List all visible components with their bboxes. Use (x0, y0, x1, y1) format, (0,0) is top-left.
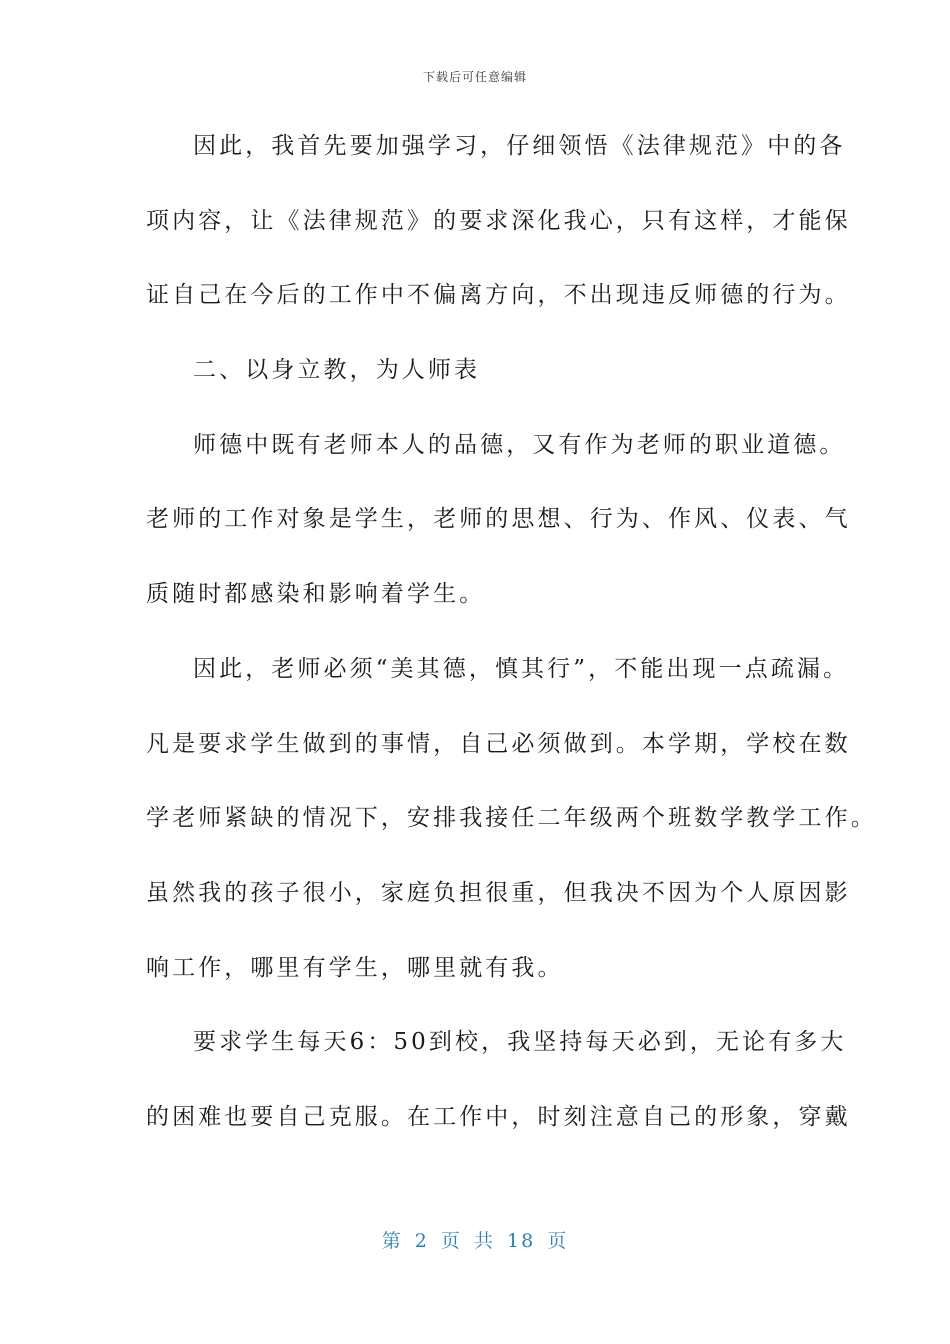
section-heading: 二、以身立教，为人师表 (193, 357, 481, 384)
page-header: 下载后可任意编辑 (422, 70, 527, 84)
paragraph-line: 因此，老师必须“美其德，慎其行”，不能出现一点疏漏。 (193, 655, 850, 682)
paragraph-line: 老师的工作对象是学生，老师的思想、行为、作风、仪表、气 (146, 506, 851, 533)
paragraph-line: 质随时都感染和影响着学生。 (146, 581, 486, 608)
paragraph-line: 的困难也要自己克服。在工作中，时刻注意自己的形象，穿戴 (146, 1103, 851, 1130)
paragraph-line: 师德中既有老师本人的品德，又有作为老师的职业道德。 (193, 431, 846, 458)
paragraph-line: 因此，我首先要加强学习，仔细领悟《法律规范》中的各 (193, 133, 846, 159)
paragraph-line: 项内容，让《法律规范》的要求深化我心，只有这样，才能保 (146, 207, 851, 234)
paragraph-line: 要求学生每天6：50到校，我坚持每天必到，无论有多大 (193, 1029, 847, 1056)
paragraph-line: 响工作，哪里有学生，哪里就有我。 (146, 954, 564, 981)
document-body (146, 122, 877, 1168)
paragraph-line: 虽然我的孩子很小，家庭负担很重，但我决不因为个人原因影 (146, 879, 851, 906)
paragraph-line: 证自己在今后的工作中不偏离方向，不出现违反师德的行为。 (146, 282, 851, 309)
paragraph-line: 学老师紧缺的情况下，安排我接任二年级两个班数学教学工作。 (146, 805, 877, 832)
page-number-footer: 第 2 页 共 18 页 (381, 1230, 569, 1252)
paragraph-line: 凡是要求学生做到的事情，自己必须做到。本学期，学校在数 (146, 730, 851, 757)
